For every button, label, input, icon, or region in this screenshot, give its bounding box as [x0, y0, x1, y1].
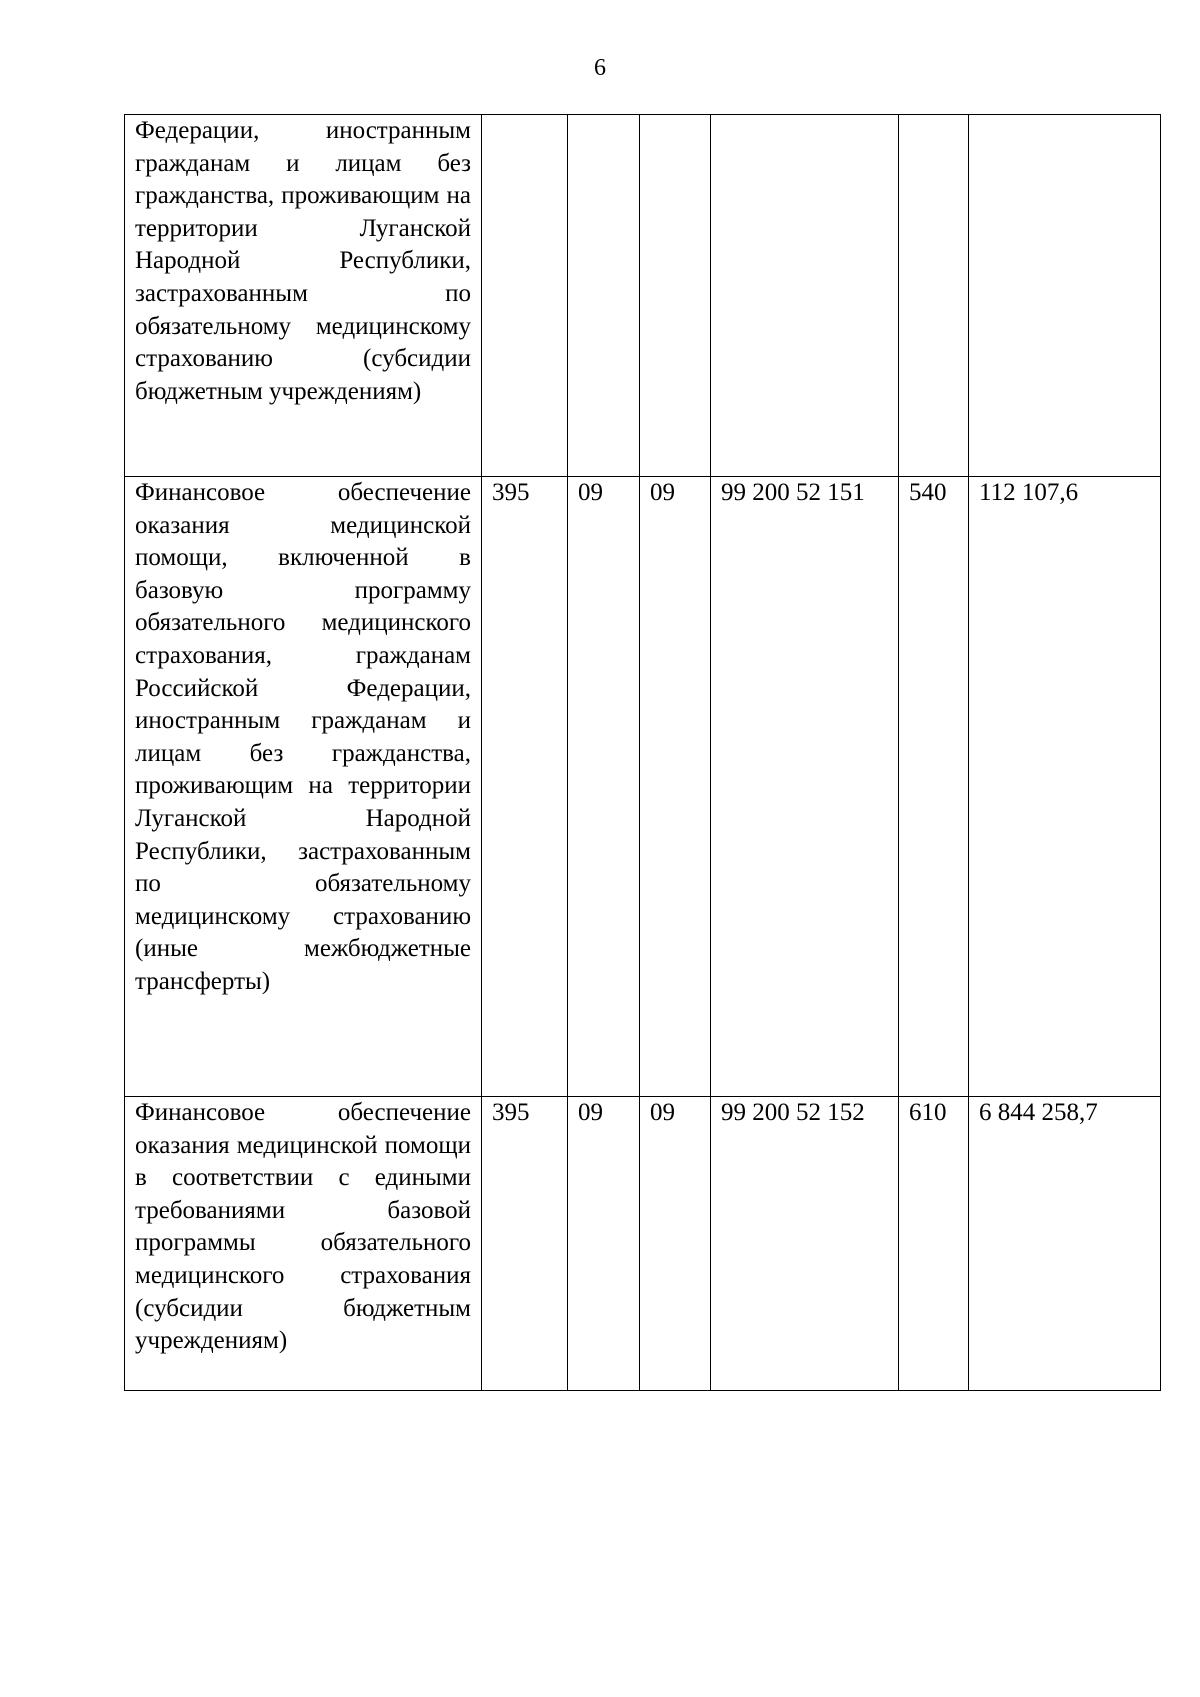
subsection-code: 09: [640, 1097, 711, 1391]
expense-type-code: 610: [899, 1097, 969, 1391]
section-code: 09: [568, 477, 640, 1097]
target-article-code: 99 200 52 152: [711, 1097, 899, 1391]
page-number: 6: [594, 55, 606, 81]
section-code: [568, 115, 640, 477]
amount: 112 107,6: [969, 477, 1161, 1097]
subsection-code: 09: [640, 477, 711, 1097]
ministry-code: 395: [482, 1097, 568, 1391]
row-description: Федерации, иностранным гражданам и лицам без гражданства, проживающим на территории Луганской Народной Республики, застрахованным по обязательному медицинскому страхованию (субсидии бюджетным учреждениям): [125, 115, 482, 477]
section-code: 09: [568, 1097, 640, 1391]
amount: [969, 115, 1161, 477]
row-description: Финансовое обеспечение оказания медицинской помощи в соответствии с едиными требованиями базовой программы обязательного медицинского страхования (субсидии бюджетным учреждениям): [125, 1097, 482, 1391]
target-article-code: [711, 115, 899, 477]
ministry-code: [482, 115, 568, 477]
expense-type-code: [899, 115, 969, 477]
target-article-code: 99 200 52 151: [711, 477, 899, 1097]
ministry-code: 395: [482, 477, 568, 1097]
table-row: [125, 477, 1161, 1097]
table-row: [125, 115, 1161, 477]
budget-table: [124, 114, 1161, 1391]
subsection-code: [640, 115, 711, 477]
table-row: [125, 1097, 1161, 1391]
amount: 6 844 258,7: [969, 1097, 1161, 1391]
expense-type-code: 540: [899, 477, 969, 1097]
row-description: Финансовое обеспечение оказания медицинской помощи, включенной в базовую программу обязательного медицинского страхования, гражданам Российской Федерации, иностранным гражданам и лицам без гражданства, проживающим на территории Луганской Народной Республики, застрахованным по обязательному медицинскому страхованию (иные межбюджетные трансферты): [125, 477, 482, 1097]
